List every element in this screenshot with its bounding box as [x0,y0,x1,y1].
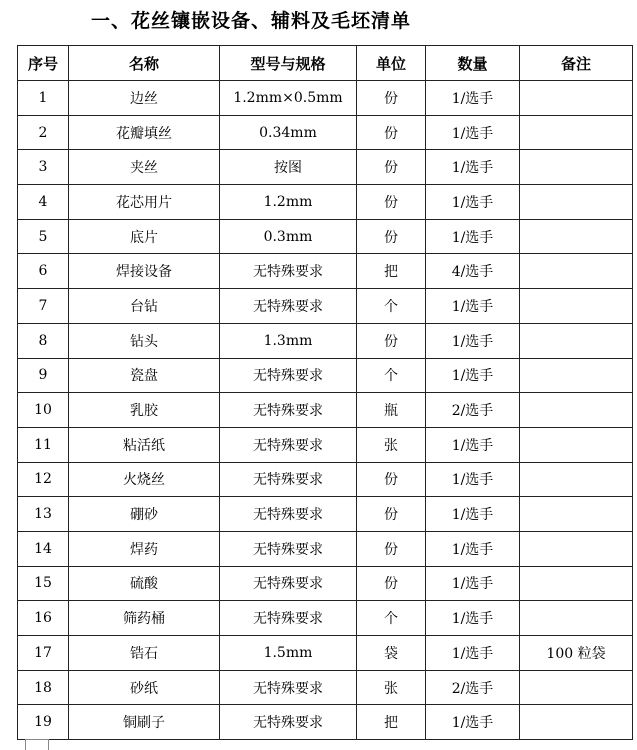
cell-remark [520,705,633,740]
cell-name: 乳胶 [69,393,220,428]
col-header-remark: 备注 [520,46,633,81]
cell-name: 焊接设备 [69,254,220,289]
cell-unit: 份 [357,497,426,532]
cell-spec: 无特殊要求 [220,566,357,601]
table-row [18,185,633,220]
cell-name: 硫酸 [69,566,220,601]
cell-name: 粘活纸 [69,427,220,462]
cell-index: 2 [18,115,69,150]
cell-unit: 个 [357,601,426,636]
table-row [18,393,633,428]
cell-index: 1 [18,81,69,116]
cell-quantity: 4/选手 [426,254,520,289]
cell-remark [520,323,633,358]
cell-spec: 无特殊要求 [220,289,357,324]
cell-quantity: 1/选手 [426,219,520,254]
cell-remark [520,289,633,324]
cell-remark [520,219,633,254]
cell-name: 火烧丝 [69,462,220,497]
cell-remark [520,531,633,566]
cell-index: 10 [18,393,69,428]
cell-index: 19 [18,705,69,740]
cell-spec: 无特殊要求 [220,705,357,740]
cell-spec: 0.3mm [220,219,357,254]
equipment-table [17,45,633,740]
cell-quantity: 1/选手 [426,115,520,150]
table-row [18,219,633,254]
cell-unit: 袋 [357,636,426,671]
cell-spec: 无特殊要求 [220,393,357,428]
cell-remark: 100 粒袋 [520,636,633,671]
cell-remark [520,115,633,150]
cell-index: 3 [18,150,69,185]
table-row [18,566,633,601]
cell-name: 瓷盘 [69,358,220,393]
cell-name: 铜刷子 [69,705,220,740]
cell-name: 边丝 [69,81,220,116]
table-row [18,427,633,462]
table-row [18,705,633,740]
cell-index: 12 [18,462,69,497]
cell-spec: 1.5mm [220,636,357,671]
cell-spec: 按图 [220,150,357,185]
cell-unit: 份 [357,566,426,601]
cell-spec: 无特殊要求 [220,462,357,497]
cell-spec: 无特殊要求 [220,601,357,636]
cell-unit: 个 [357,358,426,393]
cell-remark [520,566,633,601]
table-row [18,497,633,532]
cell-index: 5 [18,219,69,254]
table-body [18,81,633,740]
cell-name: 硼砂 [69,497,220,532]
cell-quantity: 1/选手 [426,150,520,185]
cell-name: 钻头 [69,323,220,358]
table-row [18,462,633,497]
col-header-quantity: 数量 [426,46,520,81]
cell-quantity: 1/选手 [426,566,520,601]
table-row [18,289,633,324]
cell-remark [520,254,633,289]
table-row [18,531,633,566]
cell-spec: 1.2mm×0.5mm [220,81,357,116]
table-row [18,670,633,705]
table-row [18,636,633,671]
col-header-name: 名称 [69,46,220,81]
cell-name: 花芯用片 [69,185,220,220]
cell-quantity: 1/选手 [426,289,520,324]
cell-remark [520,393,633,428]
table-header-row [18,46,633,81]
cell-index: 16 [18,601,69,636]
cell-spec: 无特殊要求 [220,670,357,705]
cell-unit: 份 [357,531,426,566]
cell-spec: 1.2mm [220,185,357,220]
cell-remark [520,185,633,220]
cell-quantity: 1/选手 [426,81,520,116]
cell-unit: 张 [357,427,426,462]
cell-remark [520,462,633,497]
cell-unit: 把 [357,254,426,289]
cell-index: 13 [18,497,69,532]
cell-unit: 份 [357,81,426,116]
cell-remark [520,150,633,185]
table-row [18,601,633,636]
cell-name: 筛药桶 [69,601,220,636]
cell-remark [520,358,633,393]
cell-quantity: 1/选手 [426,531,520,566]
cell-quantity: 1/选手 [426,601,520,636]
cell-index: 15 [18,566,69,601]
cell-spec: 无特殊要求 [220,254,357,289]
cell-spec: 无特殊要求 [220,427,357,462]
cell-quantity: 1/选手 [426,636,520,671]
cell-unit: 份 [357,462,426,497]
table-row [18,150,633,185]
table-row [18,81,633,116]
col-header-spec: 型号与规格 [220,46,357,81]
table-row [18,115,633,150]
cell-spec: 无特殊要求 [220,531,357,566]
cell-index: 17 [18,636,69,671]
cell-quantity: 1/选手 [426,497,520,532]
cell-quantity: 1/选手 [426,358,520,393]
cell-unit: 张 [357,670,426,705]
cell-spec: 1.3mm [220,323,357,358]
cell-unit: 份 [357,219,426,254]
cell-quantity: 1/选手 [426,462,520,497]
cell-name: 夹丝 [69,150,220,185]
cell-index: 7 [18,289,69,324]
cell-remark [520,427,633,462]
page-corner-mark [25,739,49,750]
cell-unit: 个 [357,289,426,324]
table-row [18,323,633,358]
cell-unit: 把 [357,705,426,740]
cell-quantity: 2/选手 [426,393,520,428]
cell-remark [520,601,633,636]
cell-name: 台钻 [69,289,220,324]
cell-quantity: 1/选手 [426,185,520,220]
cell-index: 18 [18,670,69,705]
cell-unit: 份 [357,323,426,358]
cell-index: 6 [18,254,69,289]
cell-index: 14 [18,531,69,566]
cell-quantity: 1/选手 [426,705,520,740]
document-title: 一、花丝镶嵌设备、辅料及毛坯清单 [91,10,412,32]
col-header-unit: 单位 [357,46,426,81]
cell-index: 11 [18,427,69,462]
cell-remark [520,670,633,705]
cell-index: 8 [18,323,69,358]
cell-unit: 份 [357,115,426,150]
col-header-index: 序号 [18,46,69,81]
cell-spec: 无特殊要求 [220,497,357,532]
cell-index: 9 [18,358,69,393]
cell-unit: 份 [357,185,426,220]
cell-name: 砂纸 [69,670,220,705]
cell-spec: 无特殊要求 [220,358,357,393]
cell-name: 焊药 [69,531,220,566]
cell-spec: 0.34mm [220,115,357,150]
cell-quantity: 1/选手 [426,427,520,462]
cell-remark [520,81,633,116]
cell-quantity: 2/选手 [426,670,520,705]
table-row [18,358,633,393]
cell-name: 锆石 [69,636,220,671]
cell-unit: 瓶 [357,393,426,428]
cell-remark [520,497,633,532]
table-row [18,254,633,289]
cell-unit: 份 [357,150,426,185]
cell-index: 4 [18,185,69,220]
cell-name: 花瓣填丝 [69,115,220,150]
cell-name: 底片 [69,219,220,254]
cell-quantity: 1/选手 [426,323,520,358]
